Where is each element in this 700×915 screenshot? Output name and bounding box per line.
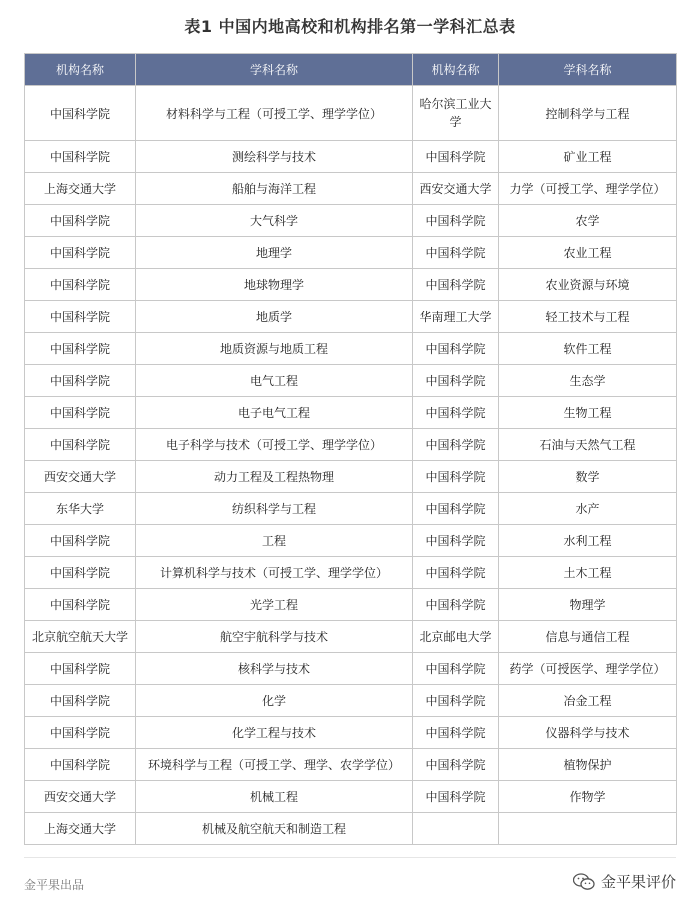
institution-cell: 西安交通大学 (25, 461, 136, 493)
institution-cell: 中国科学院 (25, 685, 136, 717)
table-row (25, 237, 677, 269)
table-row (25, 621, 677, 653)
discipline-cell: 水利工程 (499, 525, 677, 557)
wechat-icon (573, 873, 595, 891)
table-row (25, 493, 677, 525)
discipline-cell: 石油与天然气工程 (499, 429, 677, 461)
header-discipline-1: 学科名称 (136, 54, 413, 86)
institution-cell: 中国科学院 (25, 141, 136, 173)
discipline-cell: 测绘科学与技术 (136, 141, 413, 173)
table-body (25, 86, 677, 845)
institution-cell: 中国科学院 (413, 781, 499, 813)
institution-cell: 中国科学院 (413, 141, 499, 173)
discipline-cell: 农业资源与环境 (499, 269, 677, 301)
discipline-cell: 软件工程 (499, 333, 677, 365)
discipline-cell: 植物保护 (499, 749, 677, 781)
institution-cell: 中国科学院 (413, 461, 499, 493)
table-row (25, 749, 677, 781)
institution-cell: 中国科学院 (25, 237, 136, 269)
institution-cell: 中国科学院 (25, 717, 136, 749)
discipline-cell: 农学 (499, 205, 677, 237)
table-row (25, 461, 677, 493)
institution-cell: 中国科学院 (25, 397, 136, 429)
discipline-cell: 机械工程 (136, 781, 413, 813)
table-row (25, 86, 677, 141)
table-row (25, 781, 677, 813)
discipline-cell (499, 813, 677, 845)
institution-cell: 华南理工大学 (413, 301, 499, 333)
institution-cell: 中国科学院 (413, 525, 499, 557)
discipline-cell: 机械及航空航天和制造工程 (136, 813, 413, 845)
institution-cell: 中国科学院 (413, 685, 499, 717)
footer-brand (573, 871, 676, 892)
table-row (25, 365, 677, 397)
institution-cell: 上海交通大学 (25, 813, 136, 845)
discipline-cell: 药学（可授医学、理学学位） (499, 653, 677, 685)
discipline-cell: 化学 (136, 685, 413, 717)
institution-cell: 中国科学院 (25, 749, 136, 781)
institution-cell: 中国科学院 (25, 365, 136, 397)
table-header-row (25, 54, 677, 86)
footer-credit: 金平果出品 (24, 878, 85, 892)
institution-cell: 中国科学院 (413, 429, 499, 461)
institution-cell: 中国科学院 (413, 365, 499, 397)
institution-cell: 中国科学院 (413, 237, 499, 269)
discipline-cell: 材料科学与工程（可授工学、理学学位） (136, 86, 413, 141)
institution-cell: 中国科学院 (25, 301, 136, 333)
institution-cell: 西安交通大学 (413, 173, 499, 205)
discipline-cell: 物理学 (499, 589, 677, 621)
table-row (25, 589, 677, 621)
institution-cell: 中国科学院 (413, 557, 499, 589)
table-row (25, 141, 677, 173)
institution-cell: 中国科学院 (413, 717, 499, 749)
institution-cell: 中国科学院 (25, 269, 136, 301)
institution-cell: 中国科学院 (413, 333, 499, 365)
table-row (25, 397, 677, 429)
footer-divider (24, 857, 676, 858)
discipline-cell: 冶金工程 (499, 685, 677, 717)
table-row (25, 173, 677, 205)
discipline-cell: 信息与通信工程 (499, 621, 677, 653)
table-row (25, 813, 677, 845)
table-row (25, 205, 677, 237)
discipline-cell: 电气工程 (136, 365, 413, 397)
institution-cell: 上海交通大学 (25, 173, 136, 205)
discipline-cell: 光学工程 (136, 589, 413, 621)
discipline-cell: 地理学 (136, 237, 413, 269)
discipline-cell: 地质资源与地质工程 (136, 333, 413, 365)
institution-cell: 中国科学院 (413, 749, 499, 781)
discipline-cell: 化学工程与技术 (136, 717, 413, 749)
discipline-cell: 环境科学与工程（可授工学、理学、农学学位） (136, 749, 413, 781)
ranking-table (24, 53, 677, 845)
table-row (25, 333, 677, 365)
discipline-cell: 核科学与技术 (136, 653, 413, 685)
table-row (25, 557, 677, 589)
discipline-cell: 工程 (136, 525, 413, 557)
institution-cell: 中国科学院 (413, 269, 499, 301)
discipline-cell: 作物学 (499, 781, 677, 813)
institution-cell: 中国科学院 (413, 493, 499, 525)
institution-cell: 中国科学院 (25, 333, 136, 365)
discipline-cell: 地球物理学 (136, 269, 413, 301)
institution-cell: 哈尔滨工业大学 (413, 86, 499, 141)
discipline-cell: 地质学 (136, 301, 413, 333)
institution-cell: 中国科学院 (413, 653, 499, 685)
header-institution-1: 机构名称 (25, 54, 136, 86)
institution-cell: 中国科学院 (413, 205, 499, 237)
discipline-cell: 生物工程 (499, 397, 677, 429)
discipline-cell: 轻工技术与工程 (499, 301, 677, 333)
footer-brand-label: 金平果评价 (600, 873, 676, 891)
header-discipline-2: 学科名称 (499, 54, 677, 86)
discipline-cell: 仪器科学与技术 (499, 717, 677, 749)
institution-cell: 西安交通大学 (25, 781, 136, 813)
institution-cell: 中国科学院 (25, 205, 136, 237)
table-row (25, 717, 677, 749)
discipline-cell: 土木工程 (499, 557, 677, 589)
table-row (25, 653, 677, 685)
discipline-cell: 纺织科学与工程 (136, 493, 413, 525)
discipline-cell: 电子电气工程 (136, 397, 413, 429)
discipline-cell: 矿业工程 (499, 141, 677, 173)
discipline-cell: 水产 (499, 493, 677, 525)
discipline-cell: 船舶与海洋工程 (136, 173, 413, 205)
institution-cell: 中国科学院 (25, 525, 136, 557)
discipline-cell: 大气科学 (136, 205, 413, 237)
page-title: 表1 中国内地高校和机构排名第一学科汇总表 (184, 17, 516, 36)
table-row (25, 429, 677, 461)
discipline-cell: 动力工程及工程热物理 (136, 461, 413, 493)
institution-cell: 北京邮电大学 (413, 621, 499, 653)
discipline-cell: 计算机科学与技术（可授工学、理学学位） (136, 557, 413, 589)
discipline-cell: 力学（可授工学、理学学位） (499, 173, 677, 205)
table-row (25, 301, 677, 333)
discipline-cell: 电子科学与技术（可授工学、理学学位） (136, 429, 413, 461)
institution-cell (413, 813, 499, 845)
discipline-cell: 生态学 (499, 365, 677, 397)
header-institution-2: 机构名称 (413, 54, 499, 86)
institution-cell: 中国科学院 (25, 557, 136, 589)
institution-cell: 北京航空航天大学 (25, 621, 136, 653)
table-row (25, 685, 677, 717)
discipline-cell: 控制科学与工程 (499, 86, 677, 141)
table-row (25, 269, 677, 301)
discipline-cell: 航空宇航科学与技术 (136, 621, 413, 653)
discipline-cell: 农业工程 (499, 237, 677, 269)
institution-cell: 中国科学院 (25, 653, 136, 685)
institution-cell: 中国科学院 (413, 589, 499, 621)
institution-cell: 东华大学 (25, 493, 136, 525)
institution-cell: 中国科学院 (25, 589, 136, 621)
institution-cell: 中国科学院 (25, 86, 136, 141)
table-row (25, 525, 677, 557)
institution-cell: 中国科学院 (25, 429, 136, 461)
discipline-cell: 数学 (499, 461, 677, 493)
institution-cell: 中国科学院 (413, 397, 499, 429)
